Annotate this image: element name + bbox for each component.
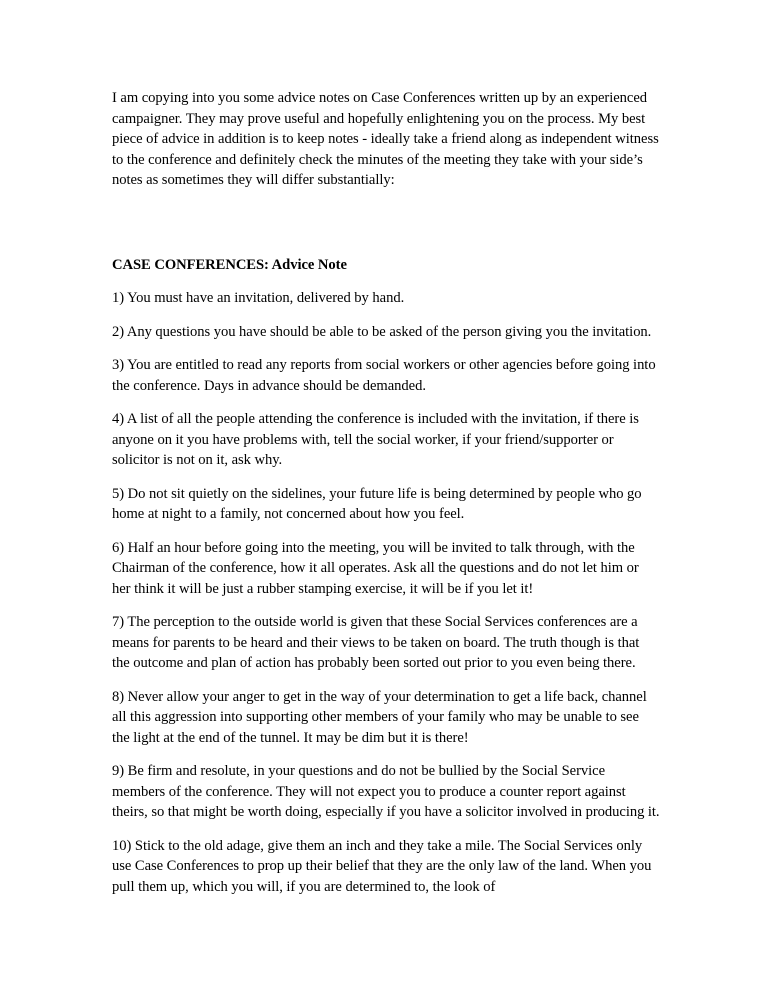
advice-item-7: 7) The perception to the outside world is given that these Social Services conferences are a means for parents to be heard and their views to be taken on board. The truth though is that the outcome and plan of action has probably been sorted out prior to you even being there. bbox=[112, 614, 640, 671]
advice-item-4: 4) A list of all the people attending the conference is included with the invitation, if there is anyone on it you have problems with, tell the social worker, if your friend/supporter or solicitor is not on it, ask why. bbox=[112, 411, 639, 468]
advice-note-heading: CASE CONFERENCES: Advice Note bbox=[112, 256, 347, 273]
advice-item-10: 10) Stick to the old adage, give them an inch and they take a mile. The Social Services only use Case Conferences to prop up their belief that they are the only law of the land. When you pull them up, which you will, if you are determined to, the look of bbox=[112, 837, 652, 895]
advice-item-1: 1) You must have an invitation, delivered by hand. bbox=[112, 290, 405, 306]
advice-item-2: 2) Any questions you have should be able to be asked of the person giving you the invitation. bbox=[112, 323, 652, 340]
advice-item-9: 9) Be firm and resolute, in your questions and do not be bullied by the Social Service members of the conference. They will not expect you to produce a counter report against theirs, so that might be worth doing, especially if you have a solicitor involved in producing it. bbox=[112, 763, 660, 820]
intro-paragraph: I am copying into you some advice notes on Case Conferences written up by an experienced campaigner. They may prove useful and hopefully enlightening you on the process. My best piece of advice in addition is to keep notes - ideally take a friend along as independent witness to the conference and definitely check the minutes of the meeting they take with your side’s notes as sometimes they will differ substantially: bbox=[112, 90, 659, 188]
advice-item-8: 8) Never allow your anger to get in the way of your determination to get a life back, channel all this aggression into supporting other members of your family who may be unable to see the light at the end of the tunnel. It may be dim but it is there! bbox=[112, 688, 647, 746]
document-page bbox=[112, 88, 660, 910]
advice-item-3: 3) You are entitled to read any reports from social workers or other agencies before going into the conference. Days in advance should be demanded. bbox=[112, 357, 656, 394]
advice-item-5: 5) Do not sit quietly on the sidelines, your future life is being determined by people who go home at night to a family, not concerned about how you feel. bbox=[112, 485, 642, 522]
advice-item-6: 6) Half an hour before going into the meeting, you will be invited to talk through, with the Chairman of the conference, how it all operates. Ask all the questions and do not let him or her think it will be just a rubber stamping exercise, it will be if you let it! bbox=[112, 539, 639, 597]
